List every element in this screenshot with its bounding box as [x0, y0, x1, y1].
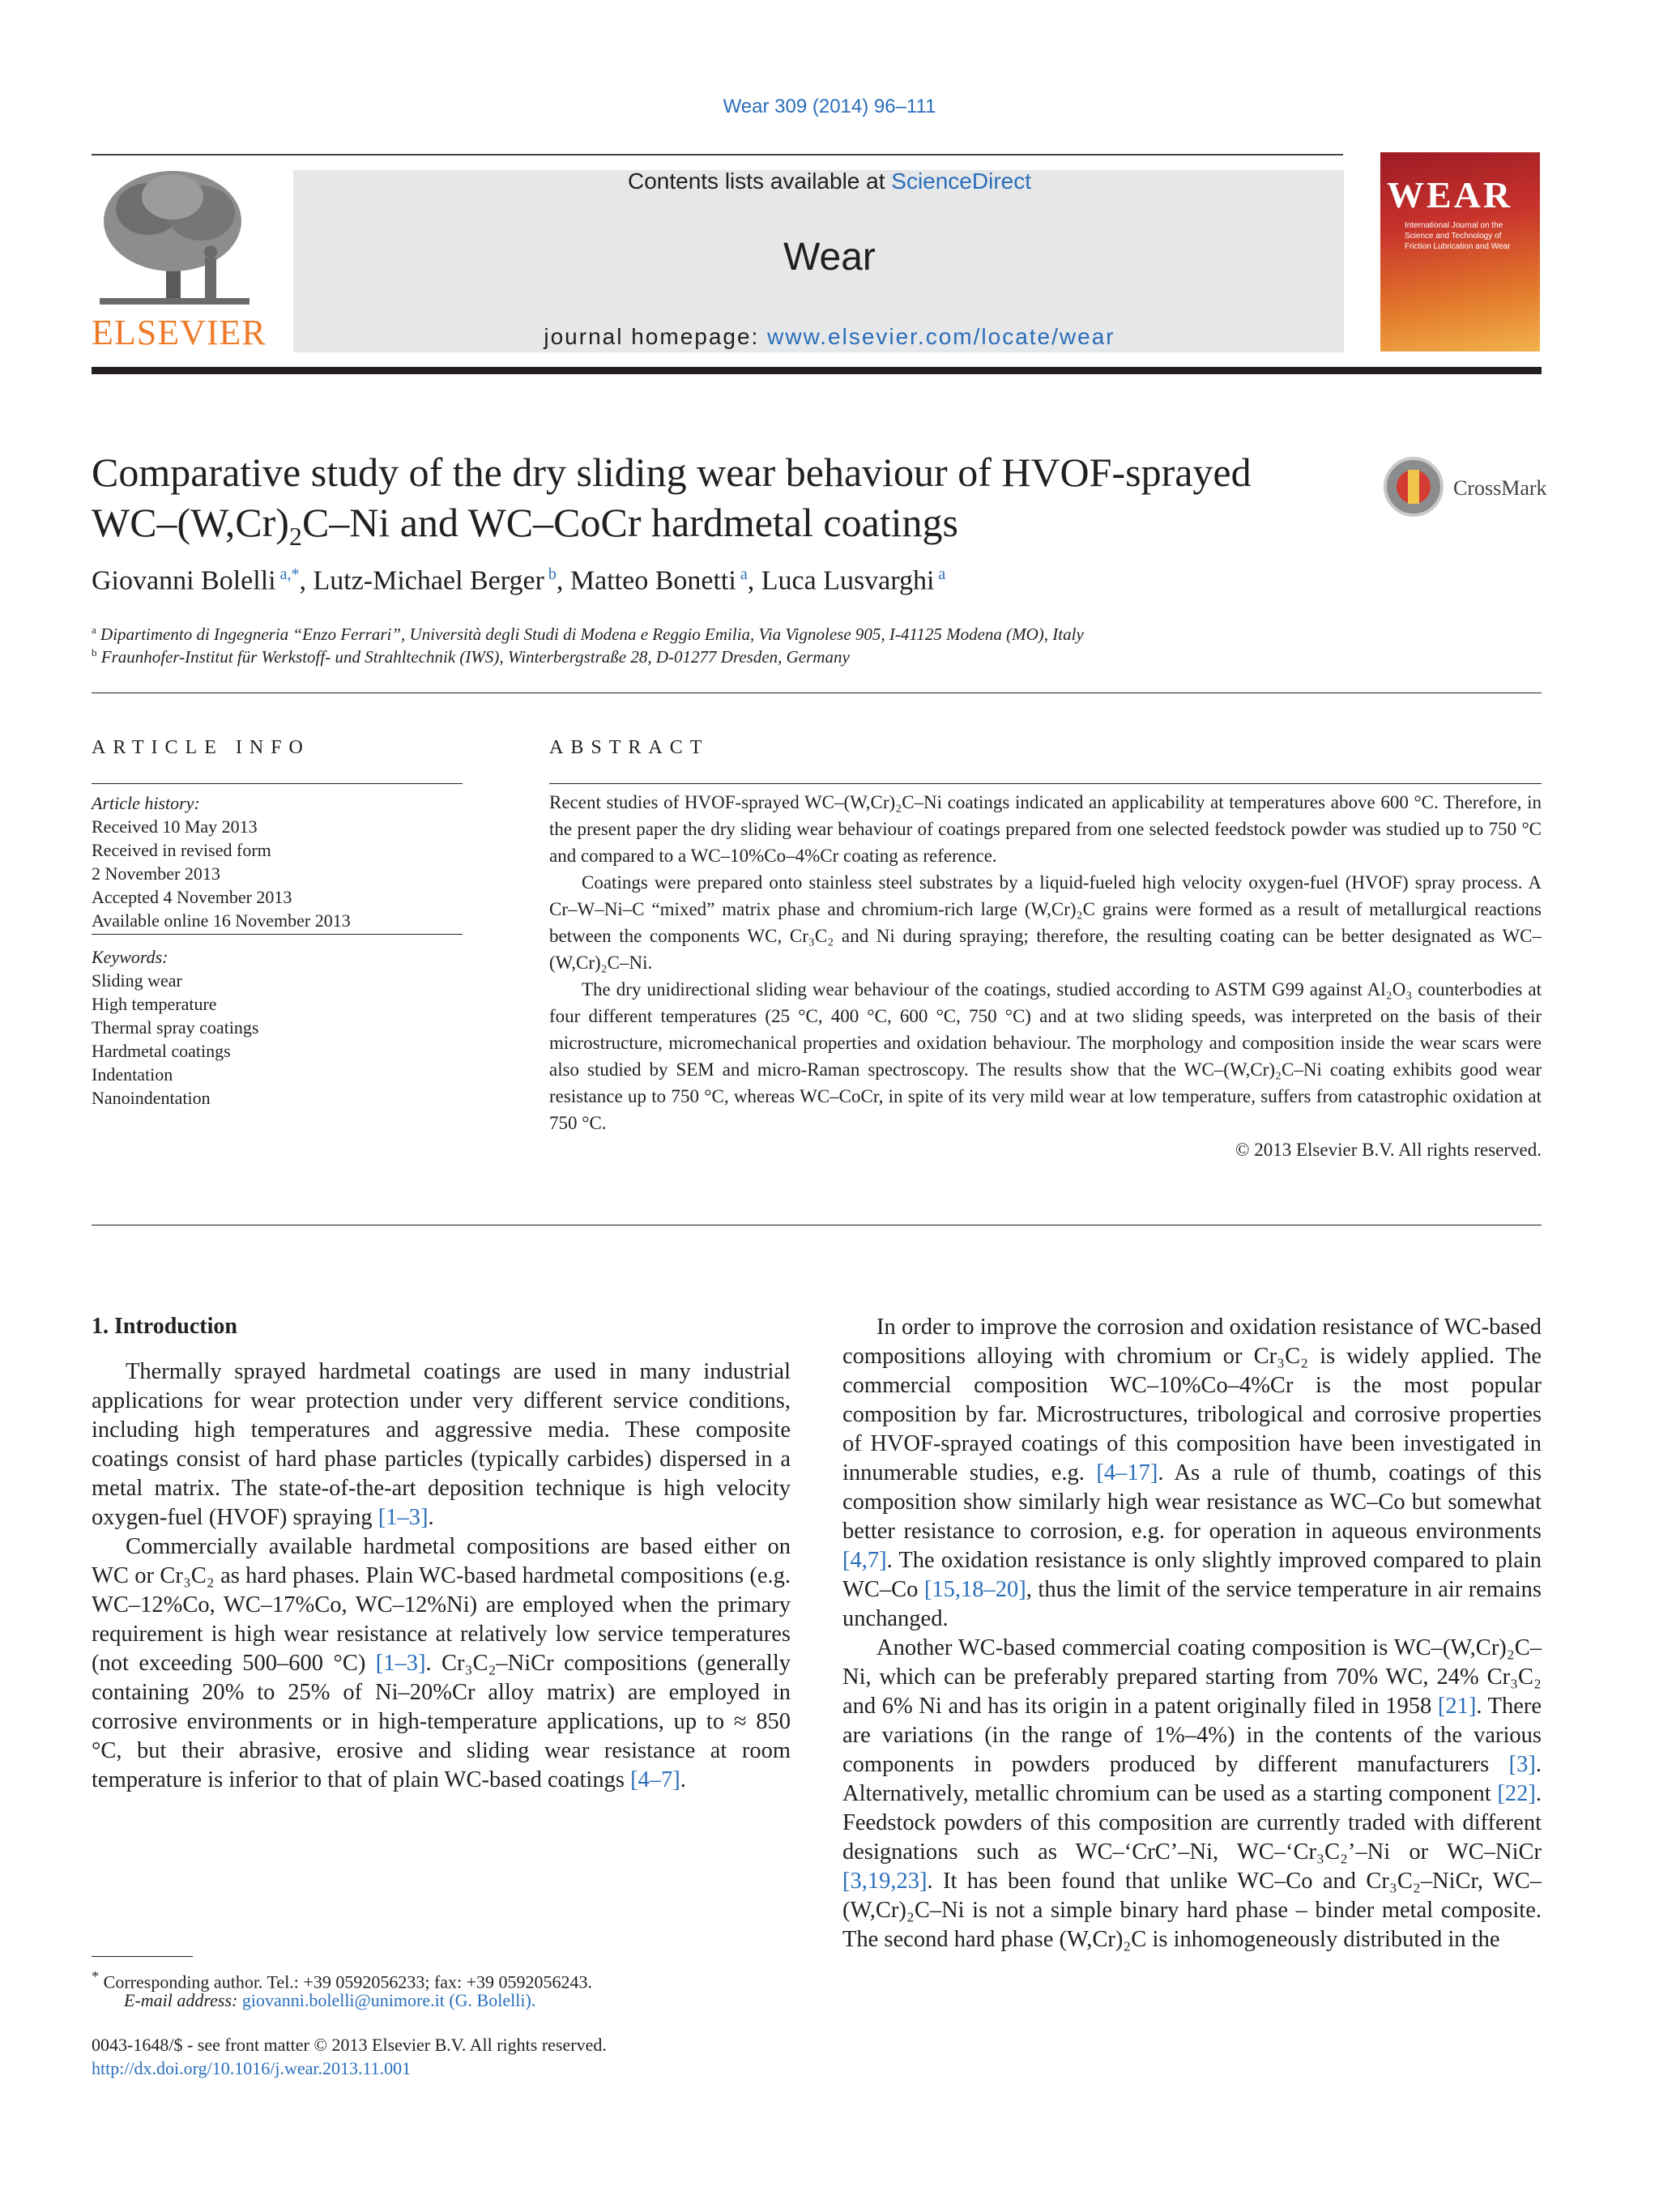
- abstract-paragraph: The dry unidirectional sliding wear behaviour of the coatings, studied according to ASTM G99 against Al₂O₃ counterbodies at four different temperatures (25 °C, 400 °C, 600 °C, 750 °C) and at two sliding speeds, was interpreted on the basis of their microstructure, micromechanical properties and oxidation behaviour. The morphology and composition inside the wear scars were also studied by SEM and micro-Raman spectroscopy. The results show that the WC–(W,Cr)₂C–Ni coating exhibits good wear resistance up to 750 °C, whereas WC–CoCr, in spite of its very mild wear at low temperature, suffers from catastrophic oxidation at 750 °C.: [549, 979, 1542, 1133]
- citation-link[interactable]: [4–7]: [630, 1767, 680, 1792]
- footnote-rule: [92, 1956, 193, 1957]
- author-list: Giovanni Bolelli $^{a,*}$, Lutz-Michael Berger $^b$, Matteo Bonetti $^a$, Luca Lusvarghi $^a$: [92, 565, 946, 596]
- keyword-item: Nanoindentation: [92, 1088, 211, 1108]
- body-paragraph: Another WC-based commercial coating composition is WC–(W,Cr)₂C–Ni, which can be preferably prepared starting from 70% WC, 24% Cr₃C₂ and 6% Ni and has its origin in a patent originally filed in 1958 [21]. There are variations (in the range of 1%–4%) in the contents of the various components in powders produced by different manufacturers [3]. Alternatively, metallic chromium can be used as a starting component [22]. Feedstock powders of this composition are currently traded with different designations such as WC–‘CrC’–Ni, WC–‘Cr₃C₂’–Ni or WC–NiCr [3,19,23]. It has been found that unlike WC–Co and Cr₃C₂–NiCr, WC–(W,Cr)₂C–Ni is not a simple binary hard phase – binder metal composite. The second hard phase (W,Cr)₂C is inhomogeneously distributed in the: [842, 1635, 1542, 1952]
- citation-link[interactable]: [1–3]: [375, 1651, 426, 1676]
- email-footnote: E-mail address: giovanni.bolelli@unimore.it (G. Bolelli).: [124, 1990, 536, 2010]
- author-affil-link[interactable]: b: [548, 565, 557, 583]
- doi-link[interactable]: http://dx.doi.org/10.1016/j.wear.2013.11.001: [92, 2058, 412, 2078]
- homepage-prefix: journal homepage:: [544, 324, 768, 349]
- citation-link[interactable]: [4–17]: [1096, 1460, 1158, 1485]
- journal-citation-link[interactable]: Wear 309 (2014) 96–111: [723, 96, 936, 117]
- cover-title: WEAR: [1387, 174, 1513, 215]
- elsevier-wordmark: ELSEVIER: [92, 313, 267, 352]
- keywords-label: Keywords:: [92, 947, 168, 967]
- introduction-heading: 1. Introduction: [92, 1314, 237, 1339]
- crossmark-icon: [1384, 457, 1444, 517]
- header-rule: [92, 154, 1343, 156]
- author-name[interactable]: Giovanni Bolelli: [92, 565, 276, 596]
- title-line-2: $WC-(W,Cr)_2C-Ni$ and WC–CoCr hardmetal coatings: [92, 500, 959, 551]
- body-paragraph: In order to improve the corrosion and oxidation resistance of WC-based compositions alloying with chromium or Cr₃C₂ is widely applied. The commercial composition WC–10%Co–4%Cr is the most popular composition by far. Microstructures, tribological and corrosive properties of HVOF-sprayed coatings of this composition have been investigated in innumerable studies, e.g. [4–17]. As a rule of thumb, coatings of this composition show similarly high wear resistance as WC–Co but somewhat better resistance to corrosion, e.g. for operation in aqueous environments [4,7]. The oxidation resistance is only slightly improved compared to plain WC–Co [15,18–20], thus the limit of the service temperature in air remains unchanged.: [842, 1315, 1542, 1631]
- body-paragraph: Commercially available hardmetal compositions are based either on WC or Cr₃C₂ as hard phases. Plain WC-based hardmetal compositions (e.g. WC–12%Co, WC–17%Co, WC–12%Ni) are employed when the primary requirement is high wear resistance at relatively low service temperatures (not exceeding 500–600 °C) [1–3]. Cr₃C₂–NiCr compositions (generally containing 20% to 25% of Ni–20%Cr alloy matrix) are employed in corrosive environments or in high-temperature applications, up to ≈ 850 °C, but their abrasive, erosive and sliding wear resistance at room temperature is inferior to that of plain WC-based coatings [4–7].: [92, 1534, 791, 1792]
- keyword-item: Hardmetal coatings: [92, 1041, 231, 1061]
- citation-link[interactable]: [3]: [1508, 1752, 1536, 1777]
- article-info-rule: [92, 783, 463, 784]
- history-rule: [92, 934, 463, 935]
- crossmark-label: CrossMark: [1453, 476, 1547, 500]
- keyword-item: Thermal spray coatings: [92, 1017, 259, 1038]
- cover-subtitle: International Journal on the Science and Technology of Friction Lubrication and Wear: [1405, 221, 1511, 251]
- citation-link[interactable]: [15,18–20]: [923, 1577, 1026, 1602]
- corresponding-footnote: * Corresponding author. Tel.: +39 0592056233; fax: +39 0592056243.: [92, 1968, 593, 1993]
- sciencedirect-link[interactable]: ScienceDirect: [891, 168, 1031, 194]
- citation-link[interactable]: [21]: [1437, 1694, 1477, 1719]
- issn-line: [92, 2033, 607, 2080]
- issn-text: 0043-1648/$ - see front matter © 2013 Elsevier B.V. All rights reserved.: [92, 2035, 607, 2055]
- history-item: Available online 16 November 2013: [92, 910, 351, 931]
- author-affil-link[interactable]: a,*: [279, 565, 300, 583]
- homepage-link[interactable]: www.elsevier.com/locate/wear: [767, 324, 1115, 349]
- abstract-rule: [549, 783, 1542, 784]
- body-paragraph: Thermally sprayed hardmetal coatings are used in many industrial applications for wear protection under very different service conditions, including high temperatures and aggressive media. These composite coatings consist of hard phase particles (typically carbides) dispersed in a metal matrix. The state-of-the-art deposition technique is high velocity oxygen-fuel (HVOF) spraying [1–3].: [92, 1359, 791, 1530]
- keyword-item: High temperature: [92, 994, 217, 1014]
- history-item: Received 10 May 2013: [92, 816, 258, 837]
- author-name[interactable]: Luca Lusvarghi: [761, 565, 935, 596]
- journal-cover-thumbnail[interactable]: [1380, 152, 1540, 352]
- abstract-paragraph: Recent studies of HVOF-sprayed WC–(W,Cr)₂C–Ni coatings indicated an applicability at temperatures above 600 °C. Therefore, in the present paper the dry sliding wear behaviour of coatings prepared from one selected feedstock powder was studied up to 750 °C and compared to a WC–10%Co–4%Cr coating as reference.: [549, 792, 1542, 866]
- author-affil-link[interactable]: a: [740, 565, 748, 583]
- affiliation-b: $^b$ Fraunhofer-Institut für Werkstoff- und Strahltechnik (IWS), Winterbergstraße 28, D-01277 Dresden, Germany: [92, 646, 850, 667]
- history-item: Accepted 4 November 2013: [92, 887, 292, 907]
- article-info-heading: ARTICLE INFO: [92, 737, 310, 758]
- right-column: [842, 1313, 1542, 1954]
- crossmark-badge[interactable]: [1384, 457, 1547, 518]
- keyword-item: Sliding wear: [92, 970, 182, 991]
- author-name[interactable]: Matteo Bonetti: [569, 565, 736, 596]
- abstract-copyright: © 2013 Elsevier B.V. All rights reserved.: [1235, 1140, 1542, 1160]
- journal-name: Wear: [783, 236, 876, 279]
- citation-link[interactable]: [1–3]: [377, 1505, 429, 1530]
- citation-link[interactable]: [22]: [1497, 1781, 1536, 1806]
- abstract-heading: ABSTRACT: [549, 737, 710, 758]
- email-link[interactable]: giovanni.bolelli@unimore.it (G. Bolelli).: [241, 1990, 536, 2010]
- title-line-1: Comparative study of the dry sliding wear behaviour of HVOF-sprayed: [92, 450, 1252, 495]
- keyword-item: Indentation: [92, 1064, 173, 1085]
- contents-prefix: Contents lists available at: [627, 168, 892, 194]
- author-affil-link[interactable]: a: [938, 565, 946, 583]
- masthead-thick-rule: [92, 367, 1542, 374]
- article-title: [92, 447, 1355, 561]
- history-label: Article history:: [92, 793, 200, 813]
- citation-link[interactable]: [4,7]: [842, 1548, 887, 1573]
- abstract-body: [549, 789, 1542, 1163]
- history-item: Received in revised form: [92, 840, 271, 860]
- author-name[interactable]: Lutz-Michael Berger: [313, 565, 544, 596]
- history-item: 2 November 2013: [92, 863, 220, 884]
- citation-link[interactable]: [3,19,23]: [842, 1869, 928, 1894]
- left-column: [92, 1357, 791, 1795]
- affiliation-a: $^a$ Dipartimento di Ingegneria “Enzo Ferrari”, Università degli Studi di Modena e Reggio Emilia, Via Vignolese 905, I-41125 Modena (MO), Italy: [92, 624, 1084, 644]
- abstract-paragraph: Coatings were prepared onto stainless steel substrates by a liquid-fueled high velocity oxygen-fuel (HVOF) spray process. A Cr–W–Ni–C “mixed” matrix phase and chromium-rich large (W,Cr)₂C grains were formed as a result of metallurgical reactions between the components WC, Cr₃C₂ and Ni during spraying; therefore, the resulting coating can be better designated as WC–(W,Cr)₂C–Ni.: [549, 872, 1542, 973]
